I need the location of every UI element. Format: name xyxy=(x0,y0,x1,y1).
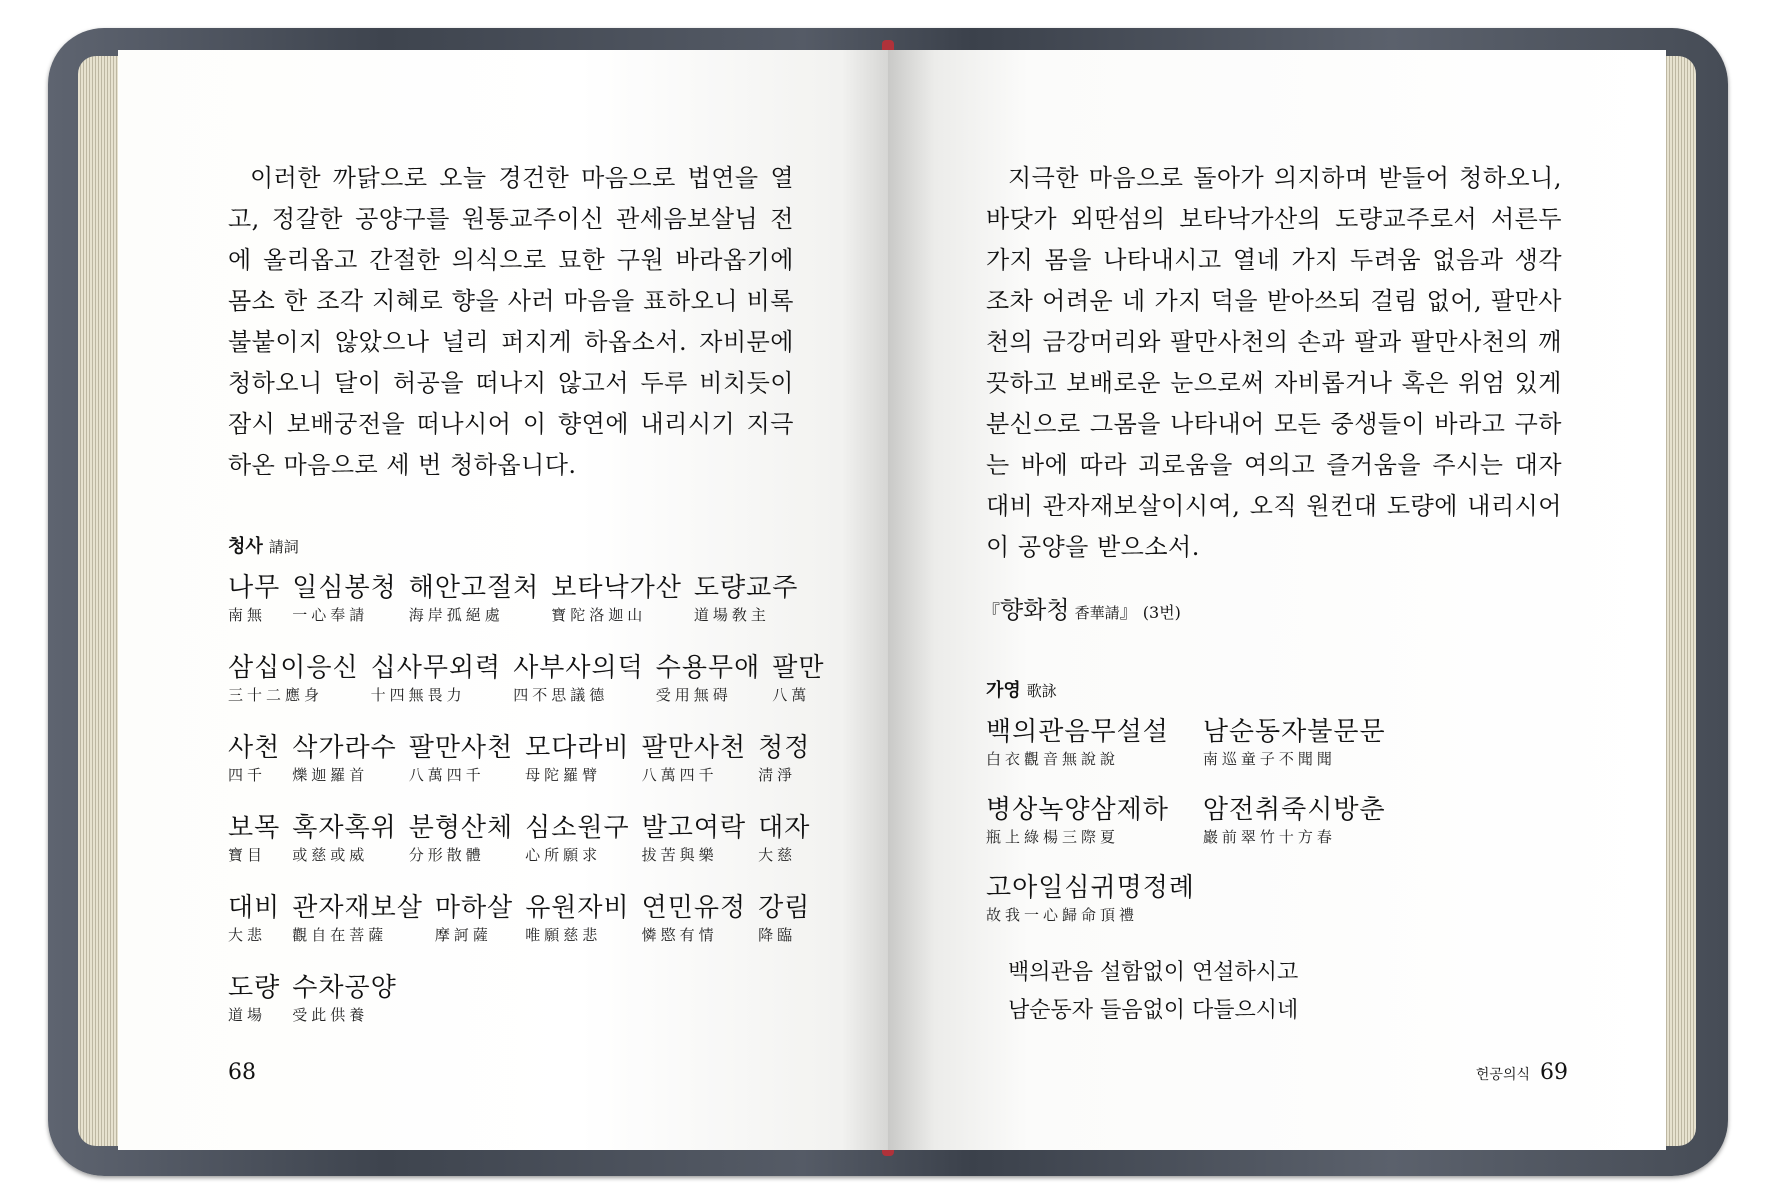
word-hanja: 或慈或威 xyxy=(292,846,369,864)
translation-line: 남순동자 들음없이 다들으시네 xyxy=(1008,998,1299,1023)
left-prose-paragraph: 이러한 까닭으로 오늘 경건한 마음으로 법연을 열고, 정갈한 공양구를 원통교주이신 관세음보살님 전에 올리옵고 간절한 의식으로 묘한 구원 바라옵기에 몸소 한 조각 지혜로 향을 사러 마음을 표하오니 비록 불붙이지 않았으나 널리 퍼지게 하옵소서. 자비문에 청하오니 달이 허공을 떠나지 않고서 두루 비치듯이 잠시 보배궁전을 떠나시어 이 향연에 내리시기 지극하온 마음으로 세 번 청하옵니다. xyxy=(228,164,794,479)
word-hanja: 一心奉請 xyxy=(292,606,369,624)
word-hanja: 故我一心歸命頂禮 xyxy=(986,906,1139,924)
word-hanja: 道場 xyxy=(228,1006,267,1024)
quote-open: 『 xyxy=(982,602,1000,623)
chant-line xyxy=(228,572,808,626)
chant-word xyxy=(986,794,1169,848)
repeat-count: (3번) xyxy=(1142,603,1181,622)
chant-word xyxy=(292,812,396,866)
word-hangul: 혹자혹위 xyxy=(292,813,397,843)
chant-word xyxy=(525,812,629,866)
verse-block xyxy=(986,716,1566,950)
word-hanja: 寶陀洛迦山 xyxy=(551,606,647,624)
word-hangul: 발고여락 xyxy=(641,813,747,843)
chant-word xyxy=(228,812,280,866)
chant-word xyxy=(656,652,760,706)
chant-word xyxy=(409,812,513,866)
word-hangul: 팔만사천 xyxy=(641,733,747,763)
chant-line xyxy=(228,732,811,786)
chant-word xyxy=(292,972,396,1026)
page-footer-right xyxy=(1476,1060,1568,1085)
word-hangul: 강림 xyxy=(758,893,811,923)
word-hangul: 해안고절처 xyxy=(408,573,540,603)
word-hangul: 삼십이응신 xyxy=(228,653,359,683)
verse-line xyxy=(986,794,1566,848)
chant-word xyxy=(292,892,423,946)
word-hangul: 수용무애 xyxy=(655,653,761,683)
word-hangul: 십사무외력 xyxy=(370,653,502,683)
chant-word xyxy=(551,572,682,626)
word-hanja: 寶目 xyxy=(228,846,267,864)
word-hanja: 受此供養 xyxy=(292,1006,369,1024)
hyanghwa-hangul: 향화청 xyxy=(1000,596,1070,624)
word-hanja: 巖前翠竹十方春 xyxy=(1202,828,1336,846)
running-header: 헌공의식 xyxy=(1475,1067,1530,1083)
word-hangul: 보타낙가산 xyxy=(551,573,682,603)
word-hangul: 분형산체 xyxy=(408,813,514,843)
word-hangul: 도량교주 xyxy=(693,573,799,603)
chant-word xyxy=(228,892,280,946)
chant-word xyxy=(642,732,746,786)
word-hangul: 청정 xyxy=(758,733,811,763)
chant-word xyxy=(772,652,824,706)
word-hanja: 分形散體 xyxy=(408,846,485,864)
word-hangul: 유원자비 xyxy=(525,893,630,923)
word-hangul: 관자재보살 xyxy=(292,893,423,923)
right-prose-paragraph: 지극한 마음으로 돌아가 의지하며 받들어 청하오니, 바닷가 외딴섬의 보타낙가산의 도량교주로서 서른두 가지 몸을 나타내시고 열네 가지 두려움 없음과 생각조차 어려운 네 가지 덕을 받아쓰되 걸림 없어, 팔만사천의 금강머리와 팔만사천의 손과 팔과 팔만사천의 깨끗하고 보배로운 눈으로써 자비롭거나 혹은 위엄 있게 분신으로 그몸을 나타내어 모든 중생들이 바라고 구하는 바에 따라 괴로움을 여의고 즐거움을 주시는 대자대비 관자재보살이시여, 오직 원컨대 도량에 내리시어 이 공양을 받으소서. xyxy=(986,164,1562,561)
right-prose xyxy=(986,158,1562,568)
word-hangul: 병상녹양삼제하 xyxy=(986,795,1169,825)
chant-word xyxy=(292,732,396,786)
chant-word xyxy=(986,716,1169,770)
chant-line xyxy=(228,972,808,1026)
chant-word xyxy=(371,652,502,706)
word-hanja: 淸淨 xyxy=(758,766,797,784)
word-hangul: 암전취죽시방춘 xyxy=(1202,795,1386,825)
chant-word xyxy=(525,732,629,786)
word-hanja: 唯願慈悲 xyxy=(525,926,602,944)
chant-word xyxy=(642,812,746,866)
verse-line xyxy=(986,716,1566,770)
word-hangul: 도량 xyxy=(228,973,281,1003)
word-hanja: 摩訶薩 xyxy=(434,926,492,944)
section-title-hangul: 청사 xyxy=(228,536,263,557)
word-hangul: 연민유정 xyxy=(641,893,747,923)
word-hangul: 보목 xyxy=(228,813,281,843)
word-hangul: 나무 xyxy=(228,573,281,603)
word-hanja: 降臨 xyxy=(758,926,797,944)
chant-line xyxy=(228,892,811,946)
translation-line: 백의관음 설함없이 연설하시고 xyxy=(1008,960,1299,985)
word-hanja: 八萬四千 xyxy=(408,766,485,784)
word-hanja: 南巡童子不聞聞 xyxy=(1202,750,1336,768)
chant-word xyxy=(228,732,280,786)
chant-word xyxy=(986,872,1195,926)
right-page xyxy=(888,50,1666,1150)
chant-line xyxy=(228,652,825,706)
word-hangul: 모다라비 xyxy=(525,733,630,763)
chant-word xyxy=(292,572,396,626)
hyanghwa-title xyxy=(982,590,1181,625)
word-hanja: 憐愍有情 xyxy=(641,926,718,944)
word-hangul: 고아일심귀명정례 xyxy=(986,873,1195,903)
word-hanja: 觀自在菩薩 xyxy=(292,926,388,944)
word-hanja: 心所願求 xyxy=(525,846,602,864)
word-hangul: 심소원구 xyxy=(525,813,630,843)
word-hanja: 道場敎主 xyxy=(693,606,770,624)
chant-word xyxy=(642,892,746,946)
section-title-gayeong xyxy=(986,676,1057,702)
translation-block xyxy=(1008,954,1298,1030)
word-hangul: 마하살 xyxy=(434,893,514,923)
chant-word xyxy=(758,892,810,946)
page-number-left: 68 xyxy=(228,1060,256,1085)
chant-word xyxy=(758,812,810,866)
chant-word xyxy=(228,572,280,626)
chant-word xyxy=(694,572,798,626)
word-hanja: 爍迦羅首 xyxy=(292,766,369,784)
chant-word xyxy=(228,972,280,1026)
section-title-hanja: 歌詠 xyxy=(1026,682,1057,700)
word-hanja: 四千 xyxy=(228,766,267,784)
chant-word xyxy=(1203,716,1386,770)
word-hanja: 海岸孤絕處 xyxy=(408,606,504,624)
word-hangul: 일심봉청 xyxy=(292,573,397,603)
chant-line xyxy=(228,812,811,866)
word-hanja: 白衣觀音無說說 xyxy=(986,750,1120,768)
word-hangul: 대자 xyxy=(758,813,811,843)
word-hanja: 拔苦與樂 xyxy=(641,846,718,864)
hyanghwa-hanja: 香華請 xyxy=(1074,604,1120,622)
word-hangul: 대비 xyxy=(228,893,281,923)
word-hangul: 사부사의덕 xyxy=(513,653,644,683)
page-number-right: 69 xyxy=(1540,1060,1568,1085)
section-title-hanja: 請詞 xyxy=(268,538,299,556)
word-hanja: 四不思議德 xyxy=(513,686,609,704)
chant-word xyxy=(1203,794,1386,848)
word-hanja: 三十二應身 xyxy=(228,686,324,704)
verse-line xyxy=(986,872,1566,926)
word-hanja: 南無 xyxy=(228,606,267,624)
word-hangul: 팔만사천 xyxy=(408,733,514,763)
section-title-hangul: 가영 xyxy=(986,680,1021,701)
word-hanja: 八萬四千 xyxy=(641,766,718,784)
word-hangul: 사천 xyxy=(228,733,281,763)
chant-word xyxy=(409,572,540,626)
word-hangul: 수차공양 xyxy=(292,973,397,1003)
chant-word xyxy=(435,892,513,946)
quote-close: 』 xyxy=(1119,602,1138,623)
word-hanja: 瓶上綠楊三際夏 xyxy=(986,828,1120,846)
chant-word xyxy=(228,652,359,706)
chant-word xyxy=(409,732,513,786)
word-hanja: 十四無畏力 xyxy=(370,686,466,704)
word-hangul: 백의관음무설설 xyxy=(986,717,1169,747)
word-hanja: 受用無碍 xyxy=(655,686,732,704)
word-hanja: 母陀羅臂 xyxy=(525,766,602,784)
chant-word xyxy=(513,652,644,706)
chant-block xyxy=(228,572,825,1052)
word-hangul: 삭가라수 xyxy=(292,733,397,763)
word-hangul: 팔만 xyxy=(772,653,825,683)
chant-word xyxy=(525,892,629,946)
word-hanja: 大慈 xyxy=(758,846,797,864)
word-hangul: 남순동자불문문 xyxy=(1202,717,1386,747)
word-hanja: 大悲 xyxy=(228,926,267,944)
left-page xyxy=(118,50,888,1150)
left-prose xyxy=(228,158,794,486)
chant-word xyxy=(758,732,810,786)
section-title-cheongsa xyxy=(228,532,299,558)
word-hanja: 八萬 xyxy=(772,686,811,704)
